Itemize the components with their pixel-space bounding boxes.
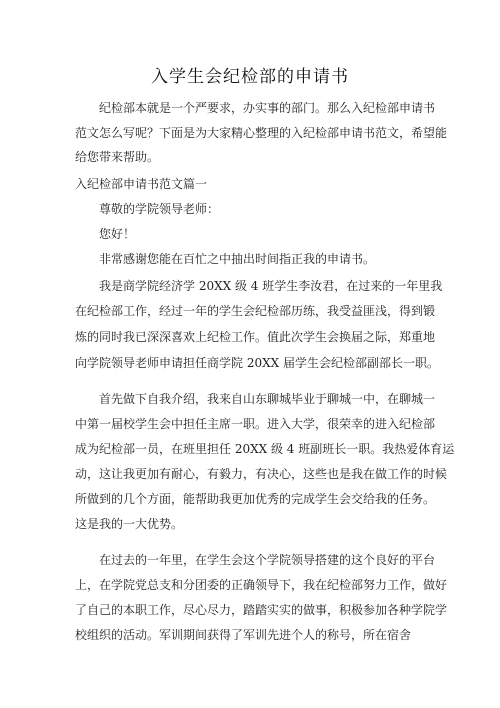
paragraph-line: 我是商学院经济学 20XX 级 4 班学生李汝君，在过来的一年里我 — [99, 279, 443, 293]
greeting: 您好！ — [99, 227, 136, 241]
paragraph-line: 动，这让我更加有耐心，有毅力，有决心，这些也是我在做工作的时候 — [75, 467, 448, 481]
paragraph-line: 这是我的一大优势。 — [75, 517, 184, 531]
paragraph-line: 非常感谢您能在百忙之中抽出时间指正我的申请书。 — [99, 252, 376, 266]
document-title: 入学生会纪检部的申请书 — [151, 67, 349, 87]
section-heading: 入纪检部申请书范文篇一 — [75, 177, 208, 191]
paragraph-line: 中第一届校学生会中担任主席一职。进入大学，很荣幸的进入纪检部 — [75, 417, 436, 431]
paragraph-line: 所做到的几个方面，能帮助我更加优秀的完成学生会交给我的任务。 — [75, 492, 436, 506]
paragraph-line: 炼的同时我已深深喜欢上纪检工作。值此次学生会换届之际，郑重地 — [75, 330, 436, 344]
paragraph-line: 范文怎么写呢？下面是为大家精心整理的入纪检部申请书范文，希望能 — [75, 126, 448, 140]
paragraph-line: 纪检部本就是一个严要求，办实事的部门。那么入纪检部申请书 — [99, 101, 436, 115]
paragraph-line: 成为纪检部一员，在班里担任 20XX 级 4 班副班长一职。我热爱体育运 — [75, 442, 455, 456]
paragraph-line: 了自己的本职工作，尽心尽力，踏踏实实的做事，积极参加各种学院学 — [75, 603, 448, 617]
salutation: 尊敬的学院领导老师： — [99, 202, 220, 216]
paragraph-line: 上，在学院党总支和分团委的正确领导下，我在纪检部努力工作，做好 — [75, 578, 448, 592]
paragraph-line: 向学院领导老师申请担任商学院 20XX 届学生会纪检部副部长一职。 — [75, 356, 439, 370]
paragraph-line: 首先做下自我介绍，我来自山东聊城毕业于聊城一中，在聊城一 — [99, 392, 436, 406]
paragraph-line: 给您带来帮助。 — [75, 150, 160, 164]
paragraph-line: 校组织的活动。军训期间获得了军训先进个人的称号，所在宿舍 — [75, 628, 412, 642]
paragraph-line: 在过去的一年里，在学生会这个学院领导搭建的这个良好的平台 — [99, 553, 436, 567]
paragraph-line: 在纪检部工作，经过一年的学生会纪检部历练，我受益匪浅，得到锻 — [75, 304, 436, 318]
